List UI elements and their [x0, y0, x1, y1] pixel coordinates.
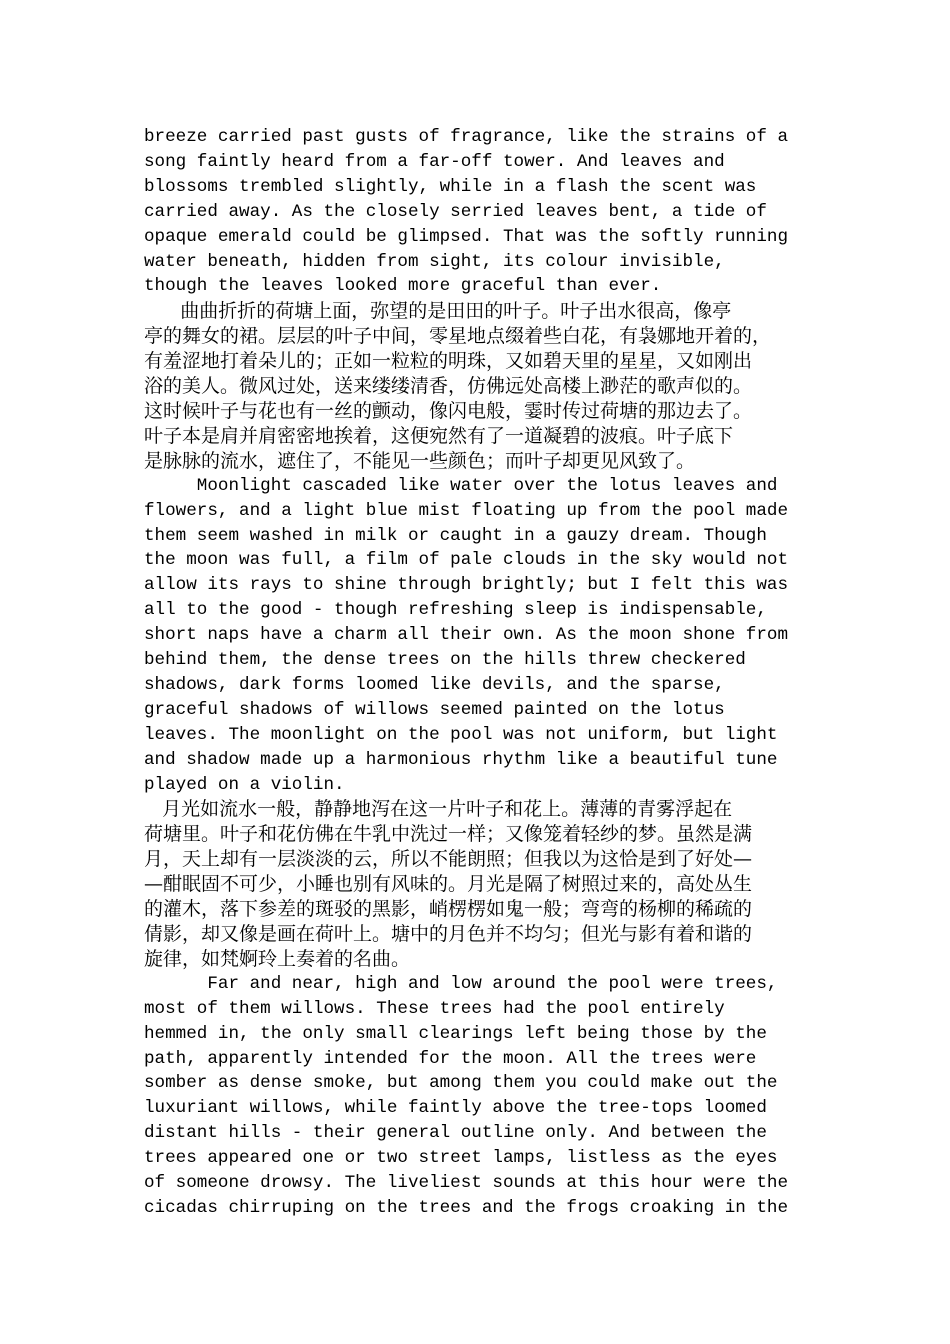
text-line: path, apparently intended for the moon. All the trees were [144, 1048, 757, 1069]
paragraph-chinese-2 [144, 797, 824, 971]
text-line: 荷塘里。叶子和花仿佛在牛乳中洗过一样；又像笼着轻纱的梦。虽然是满 [144, 823, 753, 846]
document-body [144, 125, 824, 1221]
text-line: distant hills - their general outline only. And between the [144, 1123, 767, 1144]
text-line: hemmed in, the only small clearings left being those by the [144, 1023, 767, 1044]
text-line: opaque emerald could be glimpsed. That was the softly running [144, 226, 789, 247]
text-line: though the leaves looked more graceful than ever. [144, 276, 662, 297]
paragraph-english-1 [144, 125, 824, 299]
text-line: breeze carried past gusts of fragrance, like the strains of a [144, 127, 789, 147]
text-line: most of them willows. These trees had the pool entirely [144, 998, 725, 1019]
text-line: cicadas chirruping on the trees and the frogs croaking in the [144, 1197, 789, 1218]
text-line: behind them, the dense trees on the hills threw checkered [144, 650, 746, 671]
text-line: 月光如流水一般，静静地泻在这一片叶子和花上。薄薄的青雾浮起在 [144, 798, 733, 821]
text-line: 旋律，如梵婀玲上奏着的名曲。 [144, 947, 411, 970]
text-line: played on a violin. [144, 774, 345, 795]
text-line: —酣眠固不可少，小睡也别有风味的。月光是隔了树照过来的，高处丛生 [144, 873, 753, 896]
paragraph-english-2 [144, 474, 824, 798]
text-line: of someone drowsy. The liveliest sounds at this hour were the [144, 1173, 789, 1194]
text-line: Far and near, high and low around the pool were trees, [144, 973, 778, 994]
text-line: graceful shadows of willows seemed painted on the lotus [144, 699, 725, 720]
text-line: 亭的舞女的裙。层层的叶子中间，零星地点缀着些白花，有袅娜地开着的， [144, 325, 772, 348]
text-line: 是脉脉的流水，遮住了，不能见一些颜色；而叶子却更见风致了。 [144, 449, 696, 472]
paragraph-english-3 [144, 972, 824, 1221]
text-line: allow its rays to shine through brightly; but I felt this was [144, 575, 789, 596]
text-line: 叶子本是肩并肩密密地挨着，这便宛然有了一道凝碧的波痕。叶子底下 [144, 424, 734, 447]
text-line: 这时候叶子与花也有一丝的颤动，像闪电般，霎时传过荷塘的那边去了。 [144, 399, 753, 422]
text-line: leaves. The moonlight on the pool was not uniform, but light [144, 724, 778, 745]
text-line: song faintly heard from a far-off tower. And leaves and [144, 151, 725, 172]
text-line: blossoms trembled slightly, while in a flash the scent was [144, 176, 757, 197]
text-line: 倩影，却又像是画在荷叶上。塘中的月色并不均匀；但光与影有着和谐的 [144, 923, 753, 945]
paragraph-chinese-1 [144, 299, 824, 473]
text-line: carried away. As the closely serried leaves bent, a tide of [144, 201, 767, 222]
text-line: 浴的美人。微风过处，送来缕缕清香，仿佛远处高楼上渺茫的歌声似的。 [144, 375, 753, 398]
text-line: 月，天上却有一层淡淡的云，所以不能朗照；但我以为这恰是到了好处— [144, 848, 753, 871]
text-line: all to the good - though refreshing sleep is indispensable, [144, 600, 767, 621]
text-line: Moonlight cascaded like water over the lotus leaves and [144, 475, 778, 496]
text-line: 曲曲折折的荷塘上面，弥望的是田田的叶子。叶子出水很高，像亭 [144, 300, 732, 323]
text-line: 的灌木，落下参差的斑驳的黑影，峭楞楞如鬼一般；弯弯的杨柳的稀疏的 [144, 898, 753, 921]
text-line: somber as dense smoke, but among them you could make out the [144, 1073, 778, 1094]
text-line: trees appeared one or two street lamps, listless as the eyes [144, 1148, 778, 1169]
text-line: shadows, dark forms loomed like devils, and the sparse, [144, 674, 725, 695]
text-line: and shadow made up a harmonious rhythm like a beautiful tune [144, 749, 778, 770]
text-line: the moon was full, a film of pale clouds in the sky would not [144, 550, 789, 571]
text-line: water beneath, hidden from sight, its colour invisible, [144, 251, 725, 272]
text-line: 有羞涩地打着朵儿的；正如一粒粒的明珠，又如碧天里的星星，又如刚出 [144, 350, 753, 373]
text-line: flowers, and a light blue mist floating up from the pool made [144, 500, 789, 521]
text-line: luxuriant willows, while faintly above the tree-tops loomed [144, 1098, 767, 1119]
text-line: short naps have a charm all their own. As the moon shone from [144, 625, 789, 646]
text-line: them seem washed in milk or caught in a gauzy dream. Though [144, 525, 767, 546]
